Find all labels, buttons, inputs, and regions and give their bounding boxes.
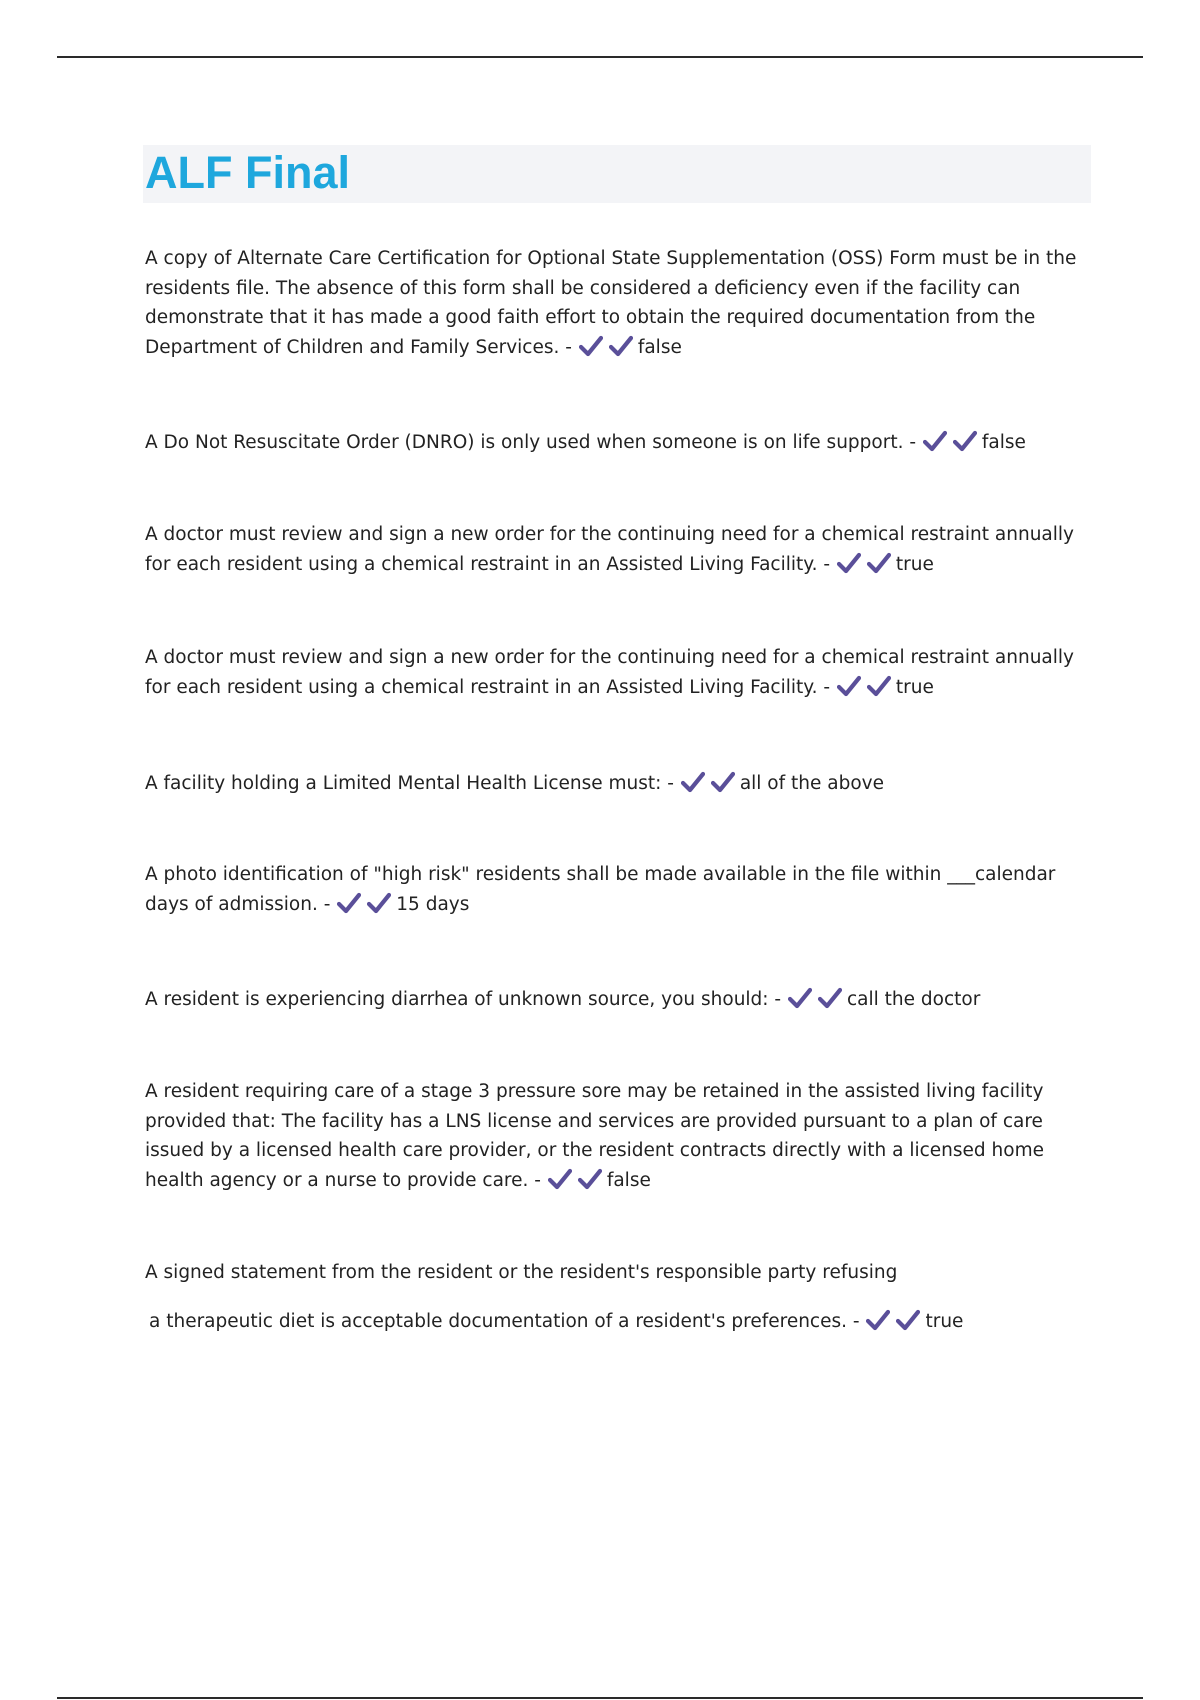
check-pair	[548, 1168, 605, 1200]
separator: -	[317, 893, 337, 915]
check-pair	[579, 335, 636, 367]
check-mark-icon	[367, 892, 391, 914]
check-mark-icon	[681, 771, 705, 793]
check-mark-icon	[788, 987, 812, 1009]
check-pair	[866, 1309, 923, 1341]
qa-item-9-continued	[149, 1307, 1099, 1341]
question-text: A doctor must review and sign a new order for the continuing need for a chemical restraint annually for each resident using a chemical restraint in an Assisted Living Facility.	[145, 524, 1074, 575]
qa-item-8	[145, 1077, 1095, 1199]
qa-item-3	[145, 520, 1095, 583]
check-mark-icon	[837, 552, 861, 574]
question-text: A signed statement from the resident or the resident's responsible party refusing	[145, 1262, 898, 1283]
check-mark-icon	[578, 1168, 602, 1190]
check-mark-icon	[896, 1309, 920, 1331]
qa-item-9	[145, 1258, 1095, 1288]
separator: -	[768, 989, 787, 1010]
check-mark-icon	[548, 1168, 572, 1190]
bottom-rule	[57, 1697, 1143, 1699]
check-mark-icon	[867, 552, 891, 574]
document-title: ALF Final	[145, 147, 350, 198]
question-text: A copy of Alternate Care Certification for Optional State Supplementation (OSS) Form must be in the residents file. The absence of this form shall be considered a deficiency even if the facility can demonstrate that it has made a good faith effort to obtain the required documentation from the Department of Children and Family Services.	[145, 248, 1077, 358]
separator: -	[559, 336, 578, 358]
check-mark-icon	[711, 771, 735, 793]
question-text-continued: a therapeutic diet is acceptable documentation of a resident's preferences.	[149, 1311, 848, 1332]
separator: -	[903, 432, 922, 453]
question-text: A resident is experiencing diarrhea of unknown source, you should:	[145, 989, 769, 1010]
check-mark-icon	[818, 987, 842, 1009]
check-mark-icon	[609, 335, 633, 357]
question-text: A Do Not Resuscitate Order (DNRO) is only used when someone is on life support.	[145, 432, 904, 453]
answer-text: true	[925, 1311, 964, 1332]
check-mark-icon	[867, 675, 891, 697]
qa-item-4	[145, 643, 1095, 706]
separator: -	[817, 676, 836, 698]
check-pair	[837, 552, 894, 584]
check-pair	[788, 987, 845, 1019]
check-pair	[923, 430, 980, 462]
question-text: A doctor must review and sign a new order for the continuing need for a chemical restraint annually for each resident using a chemical restraint in an Assisted Living Facility.	[145, 647, 1074, 698]
answer-text: false	[606, 1169, 651, 1191]
qa-item-2	[145, 428, 1095, 462]
qa-item-6	[145, 860, 1095, 923]
check-pair	[681, 771, 738, 803]
question-text: A facility holding a Limited Mental Health License must:	[145, 773, 662, 794]
separator: -	[528, 1169, 547, 1191]
separator: -	[661, 773, 680, 794]
separator: -	[847, 1311, 866, 1332]
separator: -	[817, 553, 836, 575]
answer-text: all of the above	[739, 773, 884, 794]
answer-text: 15 days	[396, 893, 470, 915]
question-text: A resident requiring care of a stage 3 pressure sore may be retained in the assisted living facility provided that: The facility has a LNS license and services are provided pursuant to a plan of care issued by a licensed health care provider, or the resident contracts directly with a licensed home health agency or a nurse to provide care.	[145, 1081, 1044, 1191]
answer-text: false	[981, 432, 1026, 453]
check-mark-icon	[337, 892, 361, 914]
check-mark-icon	[923, 430, 947, 452]
qa-item-1	[145, 244, 1095, 366]
check-mark-icon	[953, 430, 977, 452]
qa-item-7	[145, 985, 1095, 1019]
check-pair	[837, 675, 894, 707]
top-rule	[57, 56, 1143, 58]
answer-text: call the doctor	[846, 989, 981, 1010]
answer-text: true	[895, 553, 934, 575]
check-pair	[337, 892, 394, 924]
check-mark-icon	[579, 335, 603, 357]
question-text: A photo identification of "high risk" residents shall be made available in the file within ___calendar days of admission.	[145, 864, 1056, 915]
check-mark-icon	[866, 1309, 890, 1331]
answer-text: false	[637, 336, 682, 358]
answer-text: true	[895, 676, 934, 698]
check-mark-icon	[837, 675, 861, 697]
qa-item-5	[145, 769, 1095, 803]
